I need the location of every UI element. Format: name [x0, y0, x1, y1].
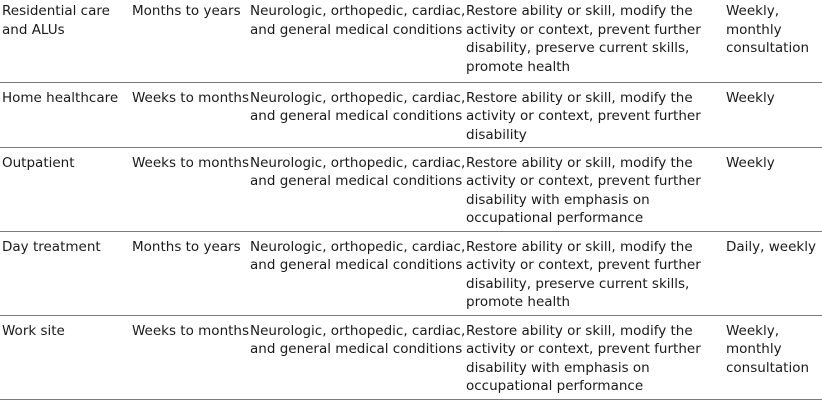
table-row [0, 315, 822, 399]
frequency-cell: Weekly [726, 82, 822, 147]
duration-cell: Months to years [132, 0, 250, 82]
conditions-cell: Neurologic, orthopedic, cardiac, and general medical conditions [250, 315, 466, 399]
duration-cell: Months to years [132, 231, 250, 315]
goals-cell: Restore ability or skill, modify the activity or context, prevent further disability, preserve current skills, promote health [466, 231, 726, 315]
frequency-cell: Daily, weekly [726, 231, 822, 315]
frequency-cell: Weekly, monthly consultation [726, 0, 822, 82]
setting-cell: Work site [0, 315, 132, 399]
duration-cell: Weeks to months [132, 315, 250, 399]
table-row [0, 0, 822, 82]
table-row [0, 147, 822, 231]
conditions-cell: Neurologic, orthopedic, cardiac, and general medical conditions [250, 82, 466, 147]
frequency-cell: Weekly, monthly consultation [726, 315, 822, 399]
duration-cell: Weeks to months [132, 147, 250, 231]
frequency-cell: Weekly [726, 147, 822, 231]
setting-cell: Outpatient [0, 147, 132, 231]
setting-cell: Residential care and ALUs [0, 0, 132, 82]
table-row [0, 82, 822, 147]
goals-cell: Restore ability or skill, modify the activity or context, prevent further disability [466, 82, 726, 147]
duration-cell: Weeks to months [132, 82, 250, 147]
setting-cell: Day treatment [0, 231, 132, 315]
goals-cell: Restore ability or skill, modify the activity or context, prevent further disability with emphasis on occupational performance [466, 147, 726, 231]
table-row [0, 231, 822, 315]
conditions-cell: Neurologic, orthopedic, cardiac, and general medical conditions [250, 231, 466, 315]
goals-cell: Restore ability or skill, modify the activity or context, prevent further disability with emphasis on occupational performance [466, 315, 726, 399]
goals-cell: Restore ability or skill, modify the activity or context, prevent further disability, preserve current skills, promote health [466, 0, 726, 82]
conditions-cell: Neurologic, orthopedic, cardiac, and general medical conditions [250, 0, 466, 82]
conditions-cell: Neurologic, orthopedic, cardiac, and general medical conditions [250, 147, 466, 231]
setting-cell: Home healthcare [0, 82, 132, 147]
